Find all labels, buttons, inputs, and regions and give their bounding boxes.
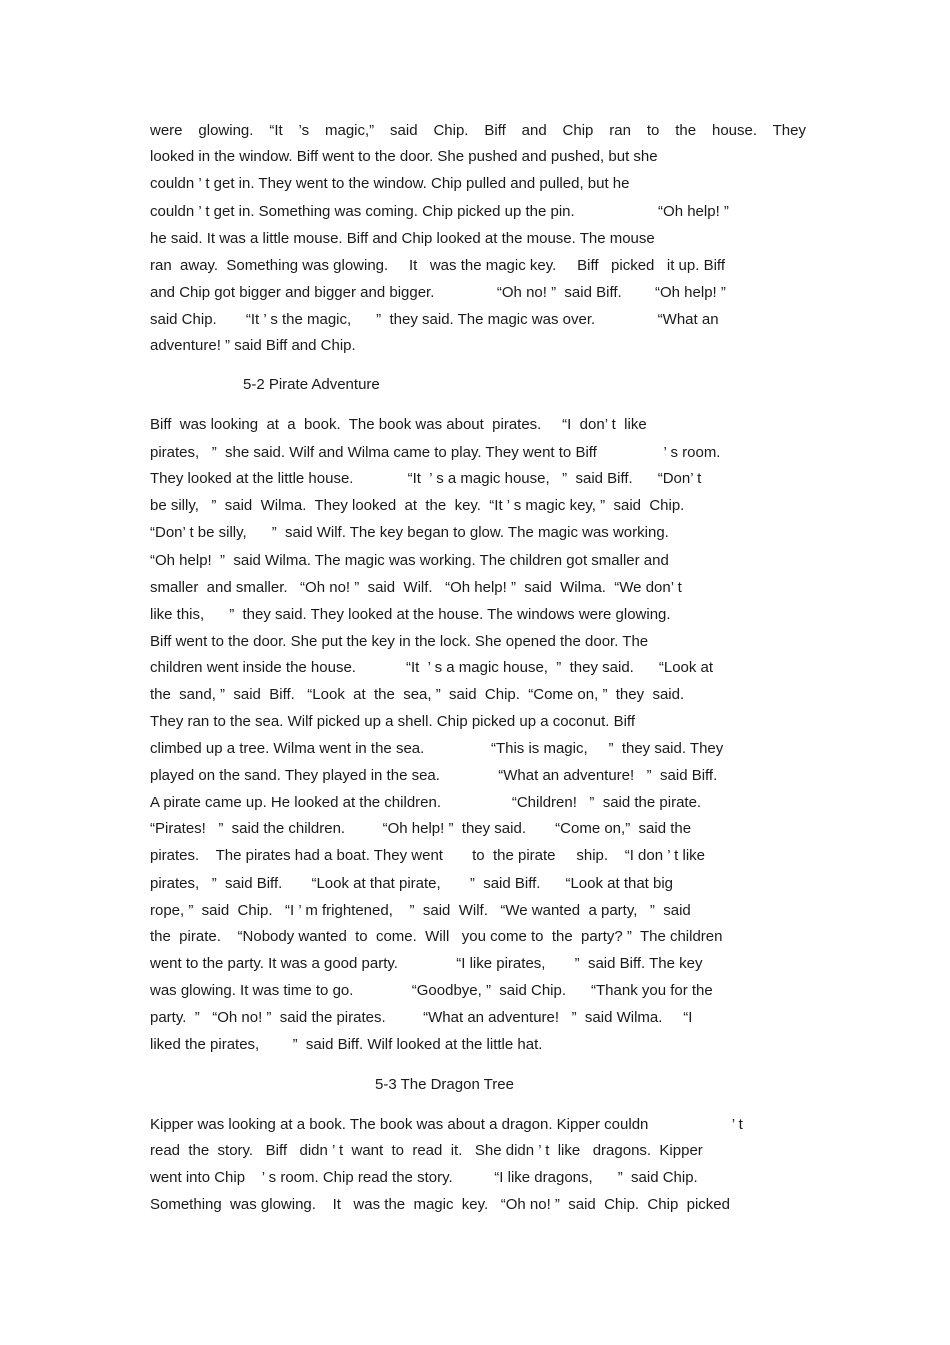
text-line: pirates, ” she said. Wilf and Wilma came to play. They went to Biff ’ s room. bbox=[150, 444, 721, 461]
text-line: he said. It was a little mouse. Biff and Chip looked at the mouse. The mouse bbox=[150, 230, 655, 247]
text-line: looked in the window. Biff went to the door. She pushed and pushed, but she bbox=[150, 148, 658, 165]
text-line: was glowing. It was time to go. “Goodbye, ” said Chip. “Thank you for the bbox=[150, 982, 713, 999]
text-line: couldn ’ t get in. Something was coming. Chip picked up the pin. “Oh help! ” bbox=[150, 203, 729, 220]
text-line: pirates. The pirates had a boat. They went to the pirate ship. “I don ’ t like bbox=[150, 847, 706, 864]
text-line: Something was glowing. It was the magic key. “Oh no! ” said Chip. Chip picked bbox=[150, 1196, 730, 1213]
text-line: party. ” “Oh no! ” said the pirates. “What an adventure! ” said Wilma. “I bbox=[150, 1009, 693, 1026]
text-line: rope, ” said Chip. “I ’ m frightened, ” said Wilf. “We wanted a party, ” said bbox=[150, 902, 691, 919]
text-line: were glowing. “It ’s magic,” said Chip. Biff and Chip ran to the house. They bbox=[150, 122, 806, 139]
text-line: ran away. Something was glowing. It was the magic key. Biff picked it up. Biff bbox=[150, 257, 725, 274]
text-line: the sand, ” said Biff. “Look at the sea, ” said Chip. “Come on, ” they said. bbox=[150, 686, 685, 703]
text-line: Kipper was looking at a book. The book was about a dragon. Kipper couldn ’ t bbox=[150, 1116, 743, 1133]
text-line: They looked at the little house. “It ’ s a magic house, ” said Biff. “Don’ t bbox=[150, 470, 702, 487]
text-line: like this, ” they said. They looked at the house. The windows were glowing. bbox=[150, 606, 671, 623]
text-line: the pirate. “Nobody wanted to come. Will you come to the party? ” The children bbox=[150, 928, 723, 945]
text-line: “Don’ t be silly, ” said Wilf. The key began to glow. The magic was working. bbox=[150, 524, 669, 541]
text-line: climbed up a tree. Wilma went in the sea. “This is magic, ” they said. They bbox=[150, 740, 724, 757]
text-line: “Pirates! ” said the children. “Oh help! ” they said. “Come on,” said the bbox=[150, 820, 692, 837]
section-heading: 5-3 The Dragon Tree bbox=[375, 1076, 514, 1093]
text-line: “Oh help! ” said Wilma. The magic was working. The children got smaller and bbox=[150, 552, 669, 569]
text-line: children went inside the house. “It ’ s a magic house, ” they said. “Look at bbox=[150, 659, 714, 676]
text-line: Biff went to the door. She put the key in the lock. She opened the door. The bbox=[150, 633, 649, 650]
text-line: went into Chip ’ s room. Chip read the story. “I like dragons, ” said Chip. bbox=[150, 1169, 698, 1186]
text-line: played on the sand. They played in the sea. “What an adventure! ” said Biff. bbox=[150, 767, 718, 784]
text-line: pirates, ” said Biff. “Look at that pirate, ” said Biff. “Look at that big bbox=[150, 875, 674, 892]
text-line: They ran to the sea. Wilf picked up a shell. Chip picked up a coconut. Biff bbox=[150, 713, 635, 730]
text-line: read the story. Biff didn ’ t want to read it. She didn ’ t like dragons. Kipper bbox=[150, 1142, 703, 1159]
text-line: liked the pirates, ” said Biff. Wilf looked at the little hat. bbox=[150, 1036, 543, 1053]
text-line: A pirate came up. He looked at the children. “Children! ” said the pirate. bbox=[150, 794, 702, 811]
text-line: be silly, ” said Wilma. They looked at the key. “It ’ s magic key, ” said Chip. bbox=[150, 497, 685, 514]
text-line: went to the party. It was a good party. “I like pirates, ” said Biff. The key bbox=[150, 955, 703, 972]
text-line: smaller and smaller. “Oh no! ” said Wilf. “Oh help! ” said Wilma. “We don’ t bbox=[150, 579, 682, 596]
text-line: Biff was looking at a book. The book was about pirates. “I don’ t like bbox=[150, 416, 647, 433]
text-line: adventure! ” said Biff and Chip. bbox=[150, 337, 356, 354]
text-line: and Chip got bigger and bigger and bigger. “Oh no! ” said Biff. “Oh help! ” bbox=[150, 284, 726, 301]
text-line: couldn ’ t get in. They went to the window. Chip pulled and pulled, but he bbox=[150, 175, 630, 192]
section-heading: 5-2 Pirate Adventure bbox=[243, 376, 380, 393]
text-line: said Chip. “It ’ s the magic, ” they said. The magic was over. “What an bbox=[150, 311, 719, 328]
